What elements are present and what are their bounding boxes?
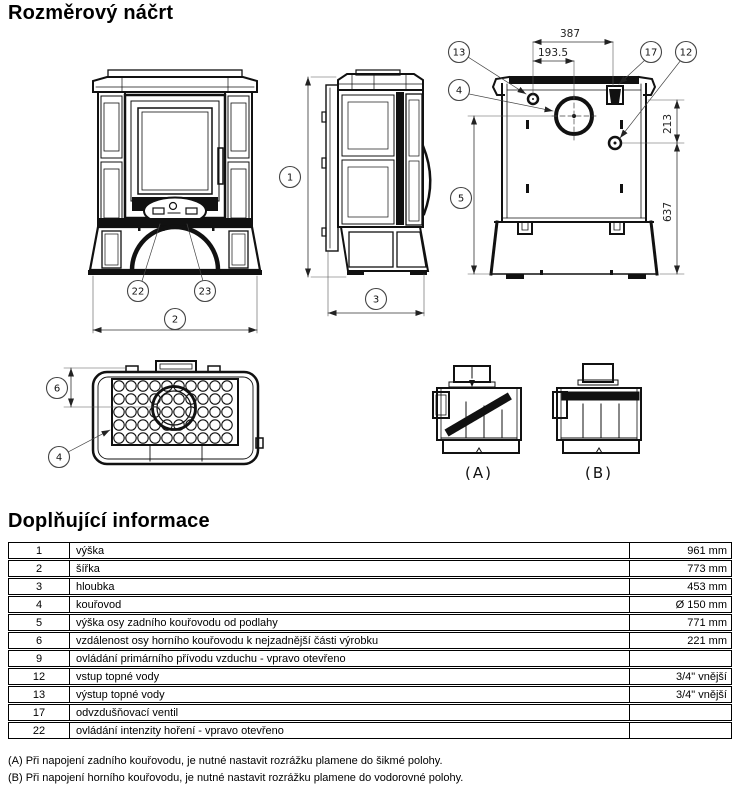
table-row [8, 560, 732, 577]
svg-text:4: 4 [455, 85, 463, 97]
row-description: odvzdušňovací ventil [76, 706, 179, 719]
section-a-label: (A) [465, 464, 493, 482]
dim-rear-flue-height [451, 116, 557, 274]
svg-text:22: 22 [131, 286, 145, 298]
dim-side-depth [328, 252, 424, 316]
table-row [8, 596, 732, 613]
svg-text:13: 13 [452, 47, 466, 59]
row-value: 771 mm [629, 615, 731, 630]
dim-213 [622, 100, 684, 143]
table-row [8, 578, 732, 595]
row-description: výška osy zadního kouřovodu od podlahy [76, 616, 278, 629]
svg-text:637: 637 [662, 201, 674, 223]
dim-top-flue-offset [47, 368, 161, 407]
row-value: 773 mm [629, 561, 731, 576]
table-row [8, 614, 732, 631]
row-value [629, 723, 731, 738]
table-row [8, 632, 732, 649]
svg-text:193.5: 193.5 [537, 47, 569, 59]
table-row [8, 668, 732, 685]
svg-text:12: 12 [679, 47, 693, 59]
row-number: 22 [9, 723, 70, 738]
row-number: 3 [9, 579, 70, 594]
footnotes [8, 753, 463, 787]
row-value: 961 mm [629, 543, 731, 558]
table-row [8, 650, 732, 667]
table-row [8, 722, 732, 739]
flame-deflector-tilted [450, 397, 508, 431]
row-description: výška [76, 544, 105, 557]
row-description: výstup topné vody [76, 688, 165, 701]
callout-3: 3 [372, 294, 380, 306]
row-value: 453 mm [629, 579, 731, 594]
door-handle [423, 146, 430, 214]
row-number: 2 [9, 561, 70, 576]
table-row [8, 704, 732, 721]
row-number: 9 [9, 651, 70, 666]
callout-5: 5 [457, 193, 465, 205]
row-number: 12 [9, 669, 70, 684]
row-value [629, 705, 731, 720]
row-value [629, 651, 731, 666]
row-description: vzdálenost osy horního kouřovodu k nejzadnější části výrobku [76, 634, 379, 647]
row-number: 1 [9, 543, 70, 558]
dim-front-width [93, 276, 257, 333]
section-b-label: (B) [585, 464, 613, 482]
row-number: 4 [9, 597, 70, 612]
row-number: 5 [9, 615, 70, 630]
section-view-b [553, 364, 641, 482]
callout-1: 1 [286, 172, 294, 184]
dim-387 [533, 28, 613, 95]
table-row [8, 542, 732, 559]
callout-6: 6 [53, 383, 61, 395]
svg-text:213: 213 [662, 113, 674, 135]
section-view-a [433, 366, 521, 482]
row-value: 3/4" vnější [629, 687, 731, 702]
section-title: Doplňující informace [8, 510, 210, 532]
footnote-b: (B) Při napojení horního kouřovodu, je nutné nastavit rozrážku plamene do vodorovné polohy. [8, 772, 464, 784]
front-view [88, 70, 262, 333]
side-view [280, 70, 431, 316]
callout-2: 2 [171, 314, 179, 326]
row-description: vstup topné vody [76, 670, 160, 683]
table-row [8, 686, 732, 703]
svg-text:23: 23 [198, 286, 212, 298]
row-description: kouřovod [76, 598, 122, 611]
row-number: 17 [9, 705, 70, 720]
svg-text:4: 4 [55, 452, 63, 464]
row-description: ovládání primárního přívodu vzduchu - vpravo otevřeno [76, 652, 346, 665]
svg-text:17: 17 [644, 47, 658, 59]
dim-637 [660, 143, 684, 274]
footnote-a: (A) Při napojení zadního kouřovodu, je nutné nastavit rozrážku plamene do šikmé polohy. [8, 755, 443, 767]
page-title: Rozměrový náčrt [8, 2, 174, 24]
rear-view [449, 28, 697, 279]
row-description: šířka [76, 562, 100, 575]
top-view [47, 361, 264, 468]
grate-holes [114, 381, 232, 443]
dim-side-height [280, 77, 347, 277]
row-value: 221 mm [629, 633, 731, 648]
row-number: 13 [9, 687, 70, 702]
row-number: 6 [9, 633, 70, 648]
info-table [8, 542, 732, 740]
row-value: Ø 150 mm [629, 597, 731, 612]
row-value: 3/4" vnější [629, 669, 731, 684]
svg-text:387: 387 [559, 28, 581, 40]
row-description: hloubka [76, 580, 115, 593]
row-description: ovládání intenzity hoření - vpravo otevřeno [76, 724, 284, 737]
